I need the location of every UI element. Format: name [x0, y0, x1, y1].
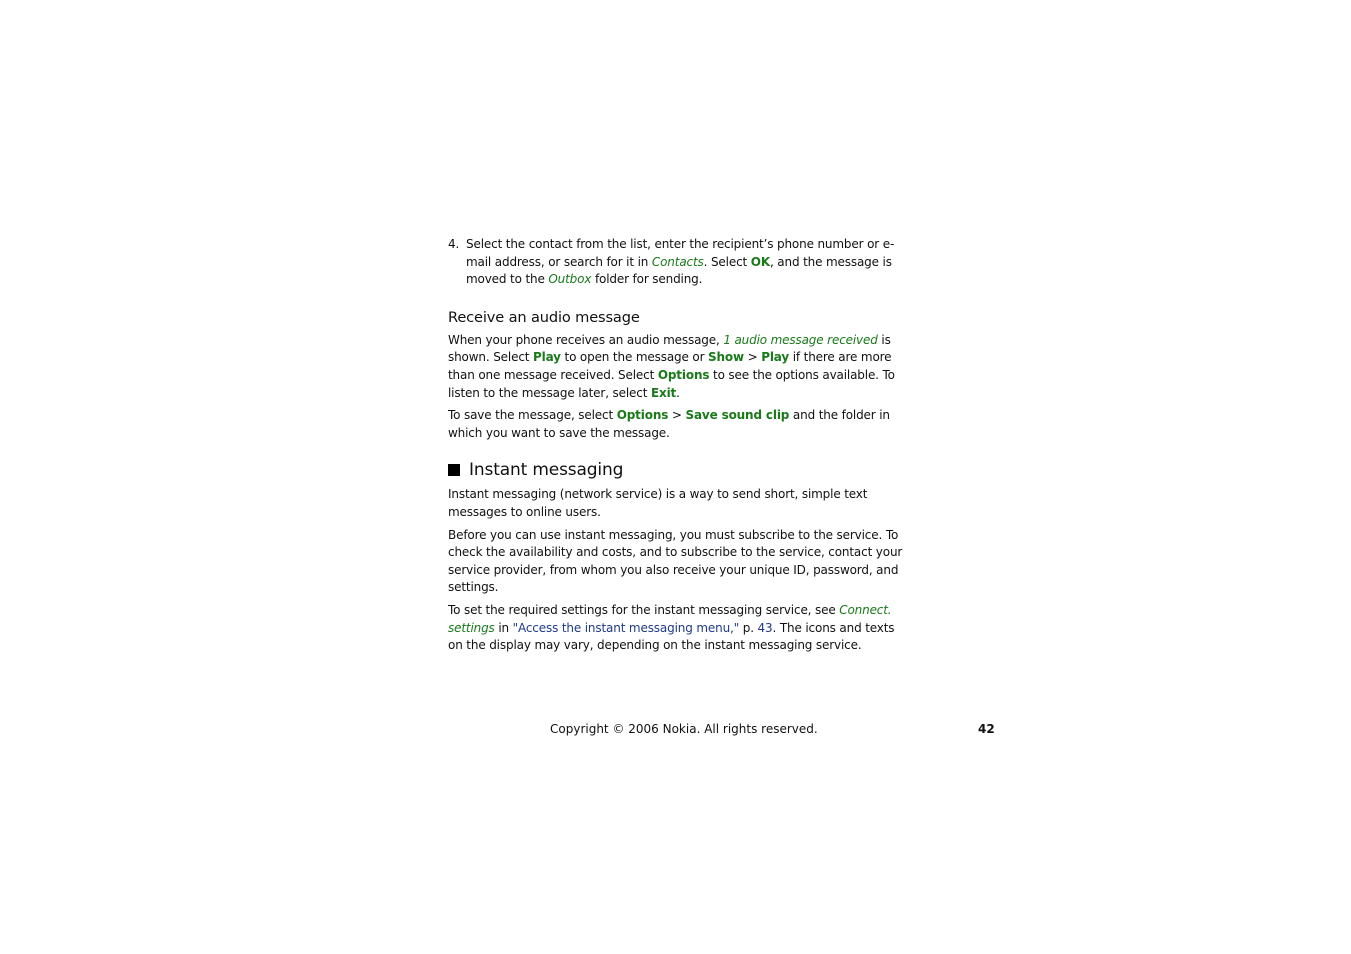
- step-text: . Select: [703, 254, 751, 269]
- copyright-footer: Copyright © 2006 Nokia. All rights reserved.: [550, 722, 818, 736]
- access-im-menu-link[interactable]: "Access the instant messaging menu,": [512, 620, 740, 635]
- connect-settings-term: Connect. settings: [448, 602, 892, 635]
- body-text: To save the message, select: [448, 408, 617, 423]
- page-number: 42: [978, 722, 995, 736]
- body-text: to open the message or: [560, 350, 709, 365]
- step-4: [448, 236, 906, 289]
- body-text: to see the options available. To listen to the message later, select: [448, 367, 895, 400]
- received-notice-term: 1 audio message received: [723, 332, 878, 347]
- page-43-link[interactable]: 43: [757, 620, 773, 635]
- ok-term: OK: [750, 254, 770, 269]
- receive-paragraph-1: [448, 332, 906, 402]
- body-text: and the folder in which you want to save the message.: [448, 408, 890, 440]
- body-text: if there are more than one message received. Select: [448, 350, 892, 382]
- step-text: , and the message is moved to the: [466, 254, 892, 287]
- outbox-term: Outbox: [548, 272, 592, 287]
- exit-term: Exit: [650, 385, 677, 400]
- im-paragraph-3: [448, 602, 906, 655]
- body-text: . The icons and texts on the display may vary, depending on the instant messaging service.: [448, 620, 895, 653]
- body-text: p.: [739, 620, 758, 635]
- document-page: [448, 236, 906, 660]
- save-sound-clip-term: Save sound clip: [685, 408, 790, 423]
- section-title: Instant messaging: [469, 460, 624, 481]
- square-bullet-icon: [448, 464, 460, 476]
- show-term: Show: [708, 350, 744, 365]
- instant-messaging-heading: [448, 459, 906, 481]
- step-text: folder for sending.: [591, 272, 703, 287]
- body-text: To set the required settings for the instant messaging service, see: [448, 602, 840, 617]
- step-text: Select the contact from the list, enter the recipient’s phone number or e-mail address, or search for it in: [466, 237, 895, 269]
- contacts-term: Contacts: [651, 254, 704, 269]
- im-paragraph-1: Instant messaging (network service) is a way to send short, simple text messages to online users.: [448, 487, 868, 519]
- play-term: Play: [532, 350, 561, 365]
- options-term: Options: [616, 408, 669, 423]
- body-text: is shown. Select: [448, 332, 891, 365]
- body-text: .: [676, 385, 680, 400]
- body-text: When your phone receives an audio message,: [448, 332, 724, 347]
- menu-separator: >: [743, 350, 762, 365]
- options-term: Options: [657, 367, 710, 382]
- im-paragraph-2: Before you can use instant messaging, you must subscribe to the service. To check the availability and costs, and to subscribe to the service, contact your service provider, from whom you also receive your unique ID, password, and settings.: [448, 527, 903, 595]
- body-text: in: [494, 620, 513, 635]
- menu-separator: >: [668, 408, 686, 423]
- step-number: 4.: [448, 237, 460, 251]
- receive-paragraph-2: [448, 407, 906, 442]
- play-term: Play: [761, 350, 790, 365]
- receive-audio-heading: Receive an audio message: [448, 308, 640, 326]
